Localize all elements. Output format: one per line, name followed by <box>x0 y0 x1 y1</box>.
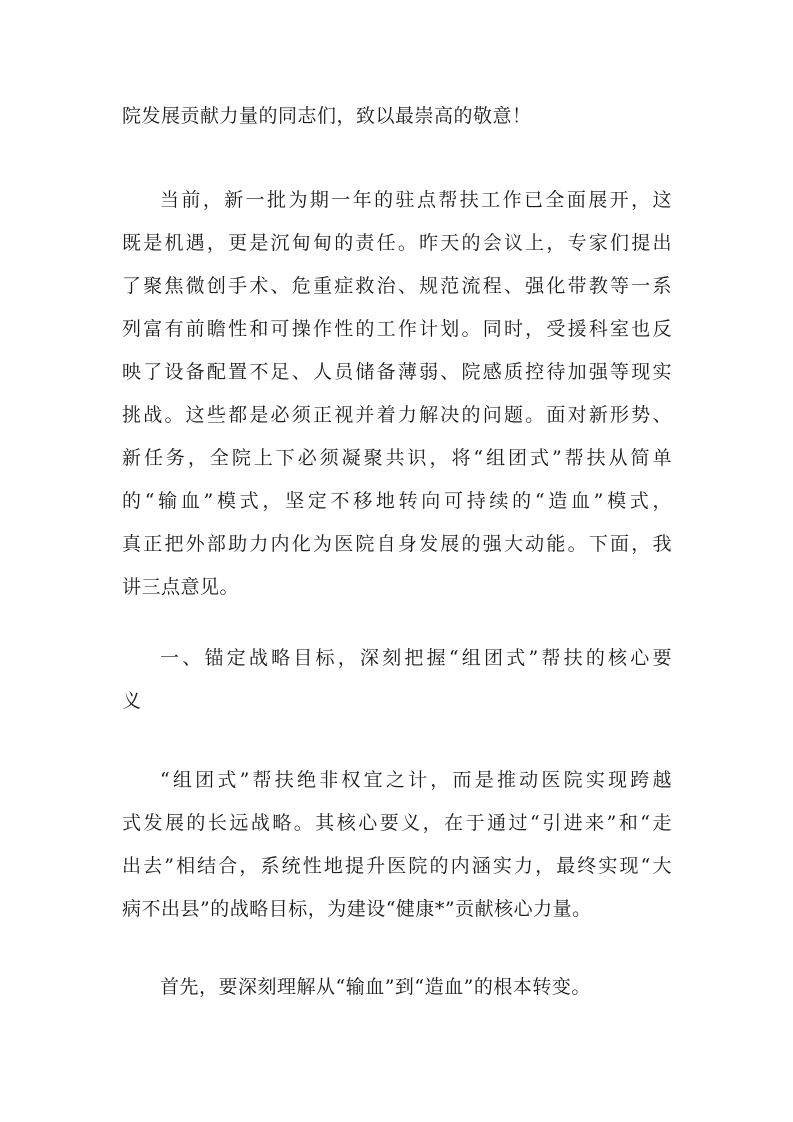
paragraph-2-line-6: 挑战。这些都是必须正视并着力解决的问题。面对新形势、 <box>122 404 672 426</box>
paragraph-2-line-8: 的“输血”模式，坚定不移地转向可持续的“造血”模式， <box>122 490 672 512</box>
paragraph-2-line-1: 当前，新一批为期一年的驻点帮扶工作已全面展开，这 <box>160 189 672 211</box>
paragraph-3-line-3: 出去”相结合，系统性地提升医院的内涵实力，最终实现“大 <box>122 855 672 877</box>
paragraph-2-line-2: 既是机遇，更是沉甸甸的责任。昨天的会议上，专家们提出 <box>122 232 672 254</box>
paragraph-2-line-9: 真正把外部助力内化为医院自身发展的强大动能。下面，我 <box>122 533 672 555</box>
paragraph-2-line-5: 映了设备配置不足、人员储备薄弱、院感质控待加强等现实 <box>122 361 672 383</box>
paragraph-2-line-3: 了聚焦微创手术、危重症救治、规范流程、强化带教等一系 <box>122 275 672 297</box>
paragraph-3-line-1: “组团式”帮扶绝非权宜之计，而是推动医院实现跨越 <box>160 769 672 791</box>
paragraph-2-line-4: 列富有前瞻性和可操作性的工作计划。同时，受援科室也反 <box>122 318 672 340</box>
paragraph-2-line-7: 新任务，全院上下必须凝聚共识，将“组团式”帮扶从简单 <box>122 447 672 469</box>
paragraph-2-line-10: 讲三点意见。 <box>122 576 240 598</box>
section-heading-line-1: 一、锚定战略目标，深刻把握“组团式”帮扶的核心要 <box>160 647 672 669</box>
paragraph-3-line-4: 病不出县”的战略目标，为建设“健康*”贡献核心力量。 <box>122 898 592 920</box>
paragraph-1-line-1: 院发展贡献力量的同志们，致以最崇高的敬意！ <box>122 105 532 127</box>
section-heading-line-2: 义 <box>122 690 142 712</box>
paragraph-4-line-1: 首先，要深刻理解从“输血”到“造血”的根本转变。 <box>160 976 591 998</box>
paragraph-3-line-2: 式发展的长远战略。其核心要义，在于通过“引进来”和“走 <box>122 812 672 834</box>
